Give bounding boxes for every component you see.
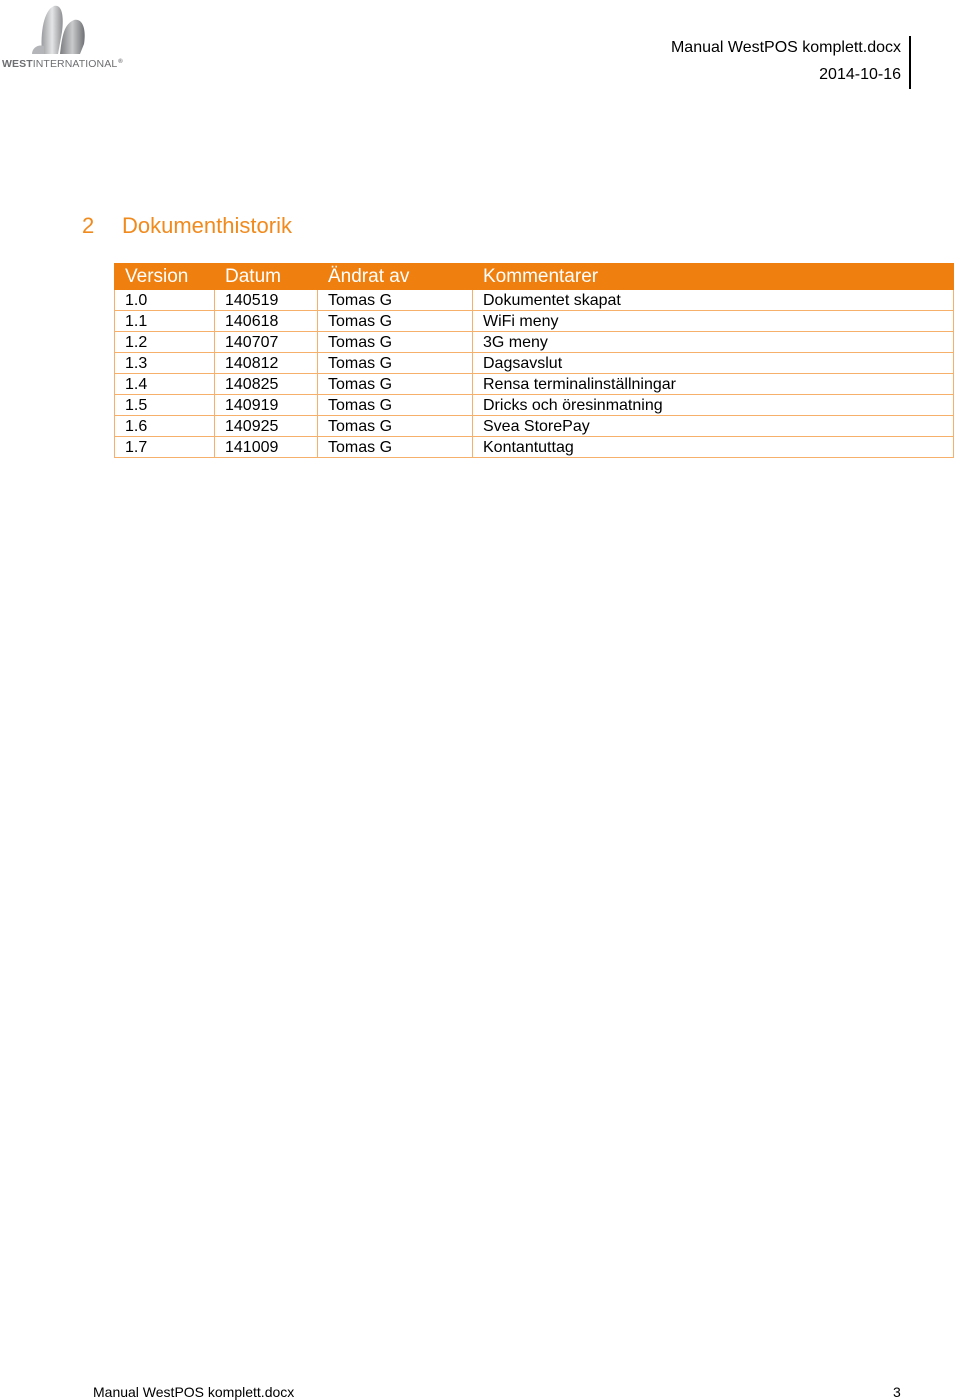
cell-version: 1.1 bbox=[115, 311, 215, 332]
cell-datum: 140812 bbox=[215, 353, 318, 374]
cell-andrat-av: Tomas G bbox=[318, 395, 473, 416]
table-row bbox=[115, 416, 954, 437]
table-row bbox=[115, 437, 954, 458]
cell-andrat-av: Tomas G bbox=[318, 374, 473, 395]
cell-version: 1.5 bbox=[115, 395, 215, 416]
footer-page-number: 3 bbox=[893, 1384, 901, 1400]
cell-kommentar: Svea StorePay bbox=[473, 416, 954, 437]
logo-wordmark bbox=[2, 58, 123, 70]
table-row bbox=[115, 332, 954, 353]
column-header-andrat-av: Ändrat av bbox=[318, 264, 473, 290]
page-header bbox=[671, 34, 901, 88]
cell-version: 1.2 bbox=[115, 332, 215, 353]
section-heading bbox=[82, 213, 292, 239]
table-row bbox=[115, 353, 954, 374]
logo-text-international: INTERNATIONAL bbox=[32, 58, 118, 70]
logo-registered-mark: ® bbox=[118, 58, 123, 65]
cell-kommentar: Kontantuttag bbox=[473, 437, 954, 458]
cell-andrat-av: Tomas G bbox=[318, 332, 473, 353]
header-divider bbox=[909, 36, 911, 89]
column-header-datum: Datum bbox=[215, 264, 318, 290]
table-header-row bbox=[115, 264, 954, 290]
table-row bbox=[115, 311, 954, 332]
column-header-kommentarer: Kommentarer bbox=[473, 264, 954, 290]
section-title: Dokumenthistorik bbox=[122, 213, 292, 238]
cell-datum: 141009 bbox=[215, 437, 318, 458]
cell-datum: 140825 bbox=[215, 374, 318, 395]
cell-datum: 140707 bbox=[215, 332, 318, 353]
table-row bbox=[115, 374, 954, 395]
table-row bbox=[115, 290, 954, 311]
cell-kommentar: Dokumentet skapat bbox=[473, 290, 954, 311]
cell-kommentar: 3G meny bbox=[473, 332, 954, 353]
cell-andrat-av: Tomas G bbox=[318, 311, 473, 332]
cell-andrat-av: Tomas G bbox=[318, 437, 473, 458]
cell-datum: 140925 bbox=[215, 416, 318, 437]
cell-datum: 140618 bbox=[215, 311, 318, 332]
table-row bbox=[115, 395, 954, 416]
cell-kommentar: Rensa terminalinställningar bbox=[473, 374, 954, 395]
cell-kommentar: WiFi meny bbox=[473, 311, 954, 332]
logo-mark-icon bbox=[2, 2, 102, 58]
cell-version: 1.4 bbox=[115, 374, 215, 395]
cell-kommentar: Dagsavslut bbox=[473, 353, 954, 374]
cell-andrat-av: Tomas G bbox=[318, 353, 473, 374]
cell-andrat-av: Tomas G bbox=[318, 416, 473, 437]
cell-version: 1.0 bbox=[115, 290, 215, 311]
document-history-table bbox=[114, 263, 954, 458]
cell-version: 1.3 bbox=[115, 353, 215, 374]
cell-kommentar: Dricks och öresinmatning bbox=[473, 395, 954, 416]
west-international-logo bbox=[2, 2, 130, 72]
section-number: 2 bbox=[82, 213, 95, 238]
cell-version: 1.6 bbox=[115, 416, 215, 437]
column-header-version: Version bbox=[115, 264, 215, 290]
cell-andrat-av: Tomas G bbox=[318, 290, 473, 311]
header-filename: Manual WestPOS komplett.docx bbox=[670, 39, 901, 56]
cell-datum: 140919 bbox=[215, 395, 318, 416]
cell-datum: 140519 bbox=[215, 290, 318, 311]
logo-text-west: WEST bbox=[2, 58, 33, 70]
header-date: 2014-10-16 bbox=[819, 66, 901, 83]
cell-version: 1.7 bbox=[115, 437, 215, 458]
footer-filename: Manual WestPOS komplett.docx bbox=[93, 1384, 295, 1400]
